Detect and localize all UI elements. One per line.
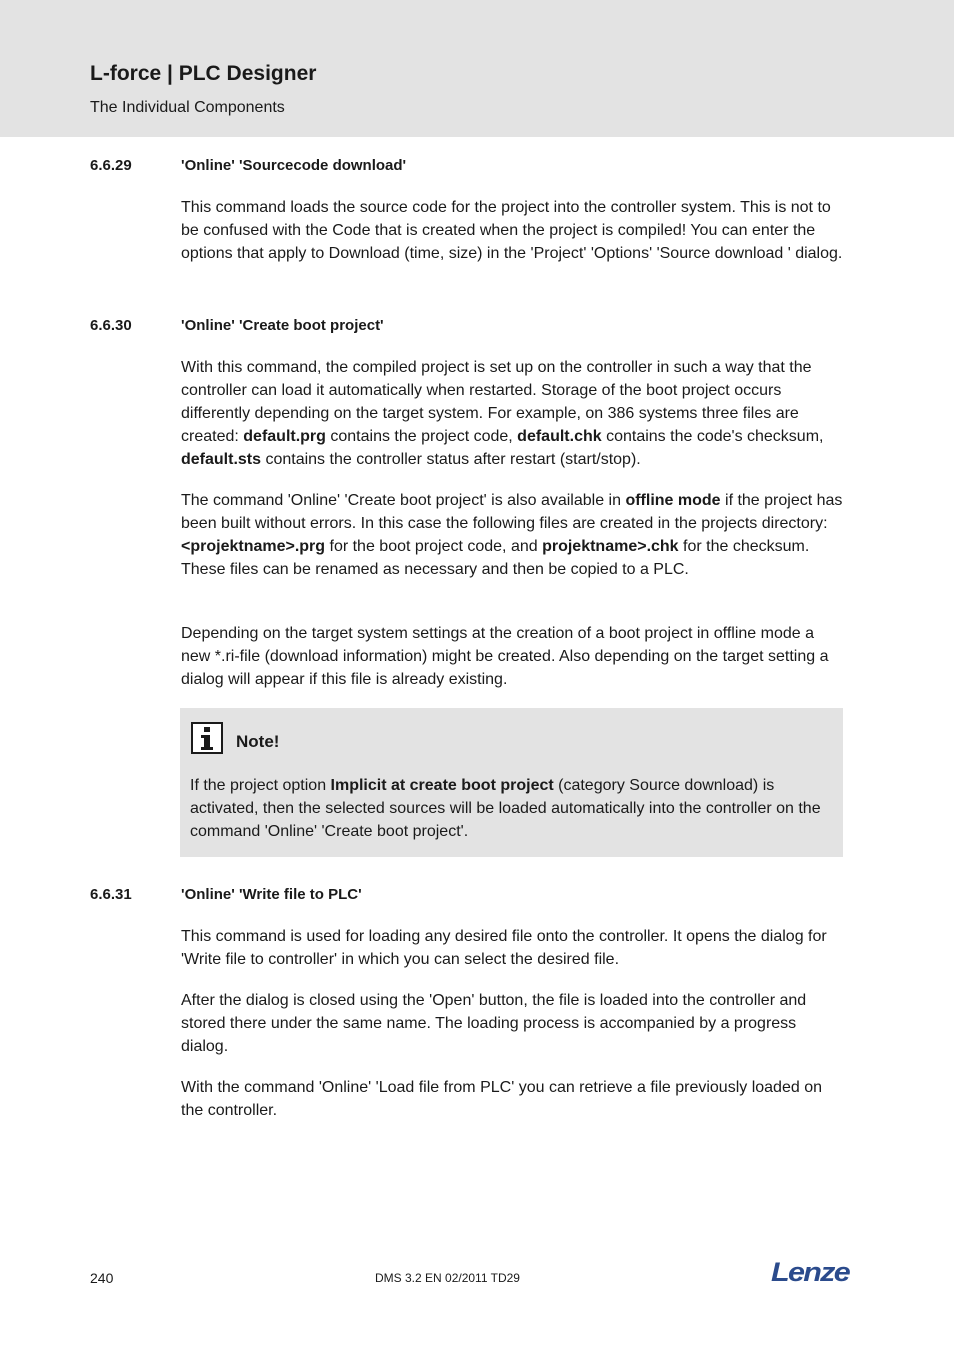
document-title: L-force | PLC Designer (90, 62, 317, 85)
document-subtitle: The Individual Components (90, 99, 285, 116)
paragraph (181, 925, 843, 971)
text-run: This command is used for loading any desired file onto the controller. It opens the dialog for 'Write file to controller' in which you can select the desired file. (181, 928, 827, 968)
text-run: Depending on the target system settings at the creation of a boot project in offline mode a new *.ri-file (download information) might be created. Also depending on the target setting a dialog will appear if this file is already existing. (181, 625, 829, 688)
note-box (180, 708, 843, 857)
text-run: After the dialog is closed using the 'Open' button, the file is loaded into the controller and stored there under the same name. The loading process is accompanied by a progress dialog. (181, 992, 807, 1055)
page-header (0, 0, 954, 137)
page-number: 240 (90, 1270, 114, 1286)
emphasis: offline mode (625, 492, 721, 509)
text-run: With the command 'Online' 'Load file from PLC' you can retrieve a file previously loaded on the controller. (181, 1079, 822, 1119)
note-text (190, 774, 835, 843)
paragraph (181, 196, 843, 265)
paragraph (181, 622, 843, 691)
document-reference: DMS 3.2 EN 02/2011 TD29 (375, 1271, 520, 1285)
text-run: (category Source download) is activated, then the selected sources will be loaded automatically into the controller on the command 'Online' 'Create boot project'. (190, 777, 821, 840)
section-number: 6.6.30 (90, 317, 132, 334)
section-title: 'Online' 'Write file to PLC' (181, 886, 362, 903)
info-icon (191, 722, 223, 754)
section-title: 'Online' 'Sourcecode download' (181, 157, 407, 174)
file-name: default.chk (517, 428, 602, 445)
file-name: <projektname>.prg (181, 538, 326, 555)
text-run: contains the code's checksum, (601, 428, 824, 445)
paragraph (181, 989, 843, 1058)
section-number: 6.6.29 (90, 157, 132, 174)
text-run: With this command, the compiled project is set up on the controller in such a way that the controller can load it automatically when restarted. Storage of the boot project occurs differently depending on the target system. For example, on 386 systems three files are created: (181, 359, 812, 445)
file-name: projektname>.chk (542, 538, 679, 555)
text-run: for the checksum. These files can be renamed as necessary and then be copied to a PLC. (181, 538, 810, 578)
text-run: contains the controller status after restart (start/stop). (261, 451, 641, 468)
option-name: Implicit at create boot project (330, 777, 554, 794)
text-run: if the project has been built without errors. In this case the following files are created in the projects directory: (181, 492, 843, 532)
lenze-logo (771, 1259, 851, 1285)
file-name: default.sts (181, 451, 262, 468)
section-number: 6.6.31 (90, 886, 132, 903)
file-name: default.prg (243, 428, 326, 445)
note-title: Note! (236, 732, 280, 751)
section-title: 'Online' 'Create boot project' (181, 317, 384, 334)
logo-text: Lenze (771, 1259, 851, 1285)
text-run: If the project option (190, 777, 331, 794)
text-run: contains the project code, (325, 428, 518, 445)
paragraph (181, 489, 843, 581)
paragraph (181, 1076, 843, 1122)
paragraph (181, 356, 843, 471)
text-run: This command loads the source code for the project into the controller system. This is not to be confused with the Code that is created when the project is compiled! You can enter the options that apply to Download (time, size) in the 'Project' 'Options' 'Source download ' dialog. (181, 199, 843, 262)
text-run: The command 'Online' 'Create boot project' is also available in (181, 492, 626, 509)
text-run: for the boot project code, and (325, 538, 543, 555)
